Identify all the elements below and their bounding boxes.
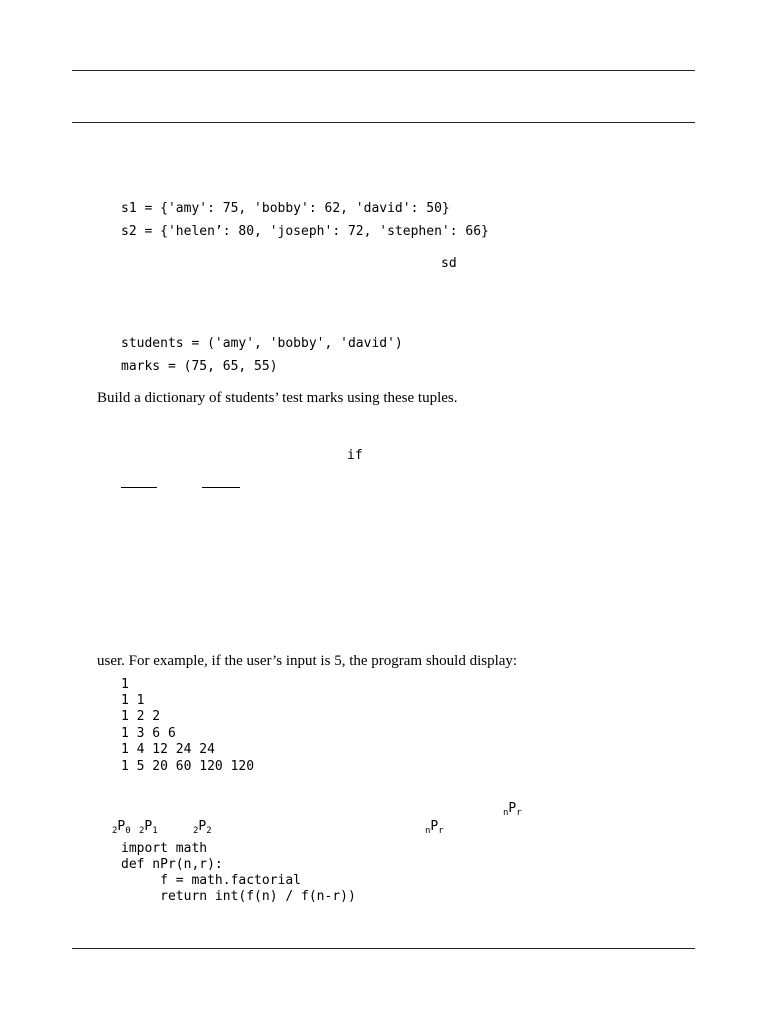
triangle-line-3: 1 2 2 [121,709,161,724]
code-factorial: f = math.factorial [121,873,302,888]
header-rule-top [72,70,695,71]
notation-npr-mid: $_nP_r$ [425,819,444,836]
notation-2p0: $_2P_0$ [112,819,131,836]
code-s2: s2 = {'helen’: 80, 'joseph': 72, 'stephen': 66} [121,224,489,239]
footer-rule [72,948,695,949]
notation-2p2: $_2P_2$ [193,819,212,836]
triangle-line-2: 1 1 [121,693,145,708]
fill-in-blank-2 [202,487,240,488]
inline-code-sd: sd [441,256,457,271]
triangle-line-6: 1 5 20 60 120 120 [121,759,255,774]
header-rule-bottom [72,122,695,123]
build-dictionary-sentence: Build a dictionary of students’ test marks using these tuples. [97,390,458,406]
code-students: students = ('amy', 'bobby', 'david') [121,336,403,351]
code-s1: s1 = {'amy': 75, 'bobby': 62, 'david': 50} [121,201,450,216]
triangle-line-4: 1 3 6 6 [121,726,176,741]
triangle-line-1: 1 [121,677,129,692]
code-def-npr: def nPr(n,r): [121,857,223,872]
code-return: return int(f(n) / f(n-r)) [121,889,356,904]
triangle-line-5: 1 4 12 24 24 [121,742,215,757]
code-marks: marks = (75, 65, 55) [121,359,278,374]
notation-2p1: $_2P_1$ [139,819,158,836]
user-input-sentence: user. For example, if the user’s input is 5, the program should display: [97,653,518,669]
code-import-math: import math [121,841,208,856]
notation-npr-top: $_nP_r$ [503,801,522,818]
fill-in-blank-1 [121,487,157,488]
inline-code-if: if [347,448,363,463]
